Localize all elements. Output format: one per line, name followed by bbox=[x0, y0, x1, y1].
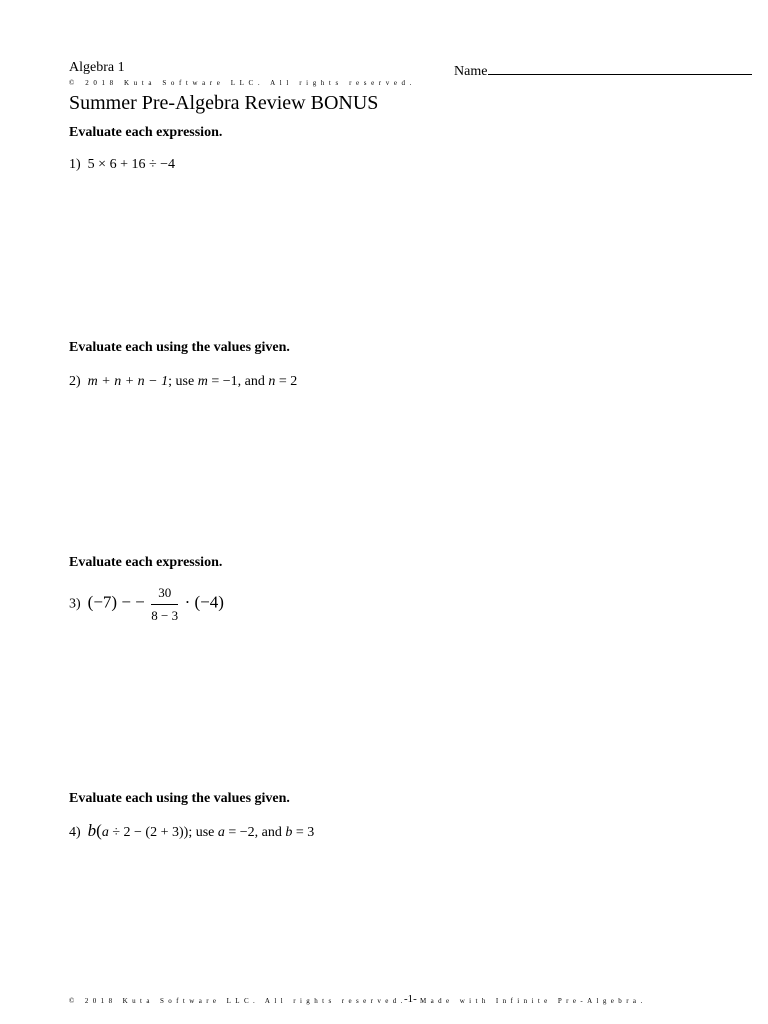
made-with-credit: Made with Infinite Pre-Algebra. bbox=[420, 997, 647, 1005]
name-label: Name bbox=[454, 64, 488, 79]
variable-b-given: b bbox=[285, 825, 293, 840]
values-prefix: ; use bbox=[188, 825, 218, 840]
value-b: = 3 bbox=[292, 825, 315, 840]
fraction bbox=[151, 585, 178, 624]
variable-a: a bbox=[101, 825, 109, 840]
name-field[interactable] bbox=[454, 60, 752, 80]
problem-1 bbox=[69, 157, 175, 173]
problem-number: 3) bbox=[69, 596, 81, 612]
worksheet-title: Summer Pre-Algebra Review BONUS bbox=[69, 92, 379, 114]
variable-b-coefficient: b bbox=[87, 821, 97, 840]
instruction-4: Evaluate each using the values given. bbox=[69, 791, 290, 806]
problem-number: 4) bbox=[69, 825, 81, 840]
course-name: Algebra 1 bbox=[69, 60, 125, 75]
expression-middle: ÷ 2 − (2 + 3)) bbox=[108, 825, 189, 840]
value-a: = −2, and bbox=[224, 825, 286, 840]
instruction-3: Evaluate each expression. bbox=[69, 555, 223, 570]
header-copyright: © 2018 Kuta Software LLC. All rights reserved. bbox=[69, 79, 416, 87]
expression-left: (−7) − − bbox=[87, 592, 145, 612]
name-blank-line[interactable] bbox=[488, 60, 752, 75]
page-number: -1- bbox=[404, 993, 417, 1005]
problem-3 bbox=[69, 585, 224, 624]
problem-expression: 5 × 6 + 16 ÷ −4 bbox=[87, 157, 176, 172]
instruction-2: Evaluate each using the values given. bbox=[69, 340, 290, 355]
problem-2 bbox=[69, 374, 297, 390]
fraction-numerator: 30 bbox=[151, 585, 178, 605]
variable-n: n bbox=[268, 374, 276, 389]
problem-expression: m + n + n − 1 bbox=[87, 374, 169, 389]
footer-copyright: © 2018 Kuta Software LLC. All rights reserved. bbox=[69, 997, 407, 1005]
problem-4 bbox=[69, 821, 314, 841]
value-n: = 2 bbox=[275, 374, 298, 389]
problem-number: 2) bbox=[69, 374, 81, 389]
expression-right: · (−4) bbox=[184, 592, 224, 612]
instruction-1: Evaluate each expression. bbox=[69, 125, 223, 140]
variable-m: m bbox=[197, 374, 208, 389]
fraction-denominator: 8 − 3 bbox=[151, 608, 179, 623]
value-m: = −1, and bbox=[207, 374, 269, 389]
values-prefix: ; use bbox=[168, 374, 198, 389]
open-paren: ( bbox=[96, 821, 102, 840]
problem-number: 1) bbox=[69, 157, 81, 172]
variable-a-given: a bbox=[217, 825, 225, 840]
